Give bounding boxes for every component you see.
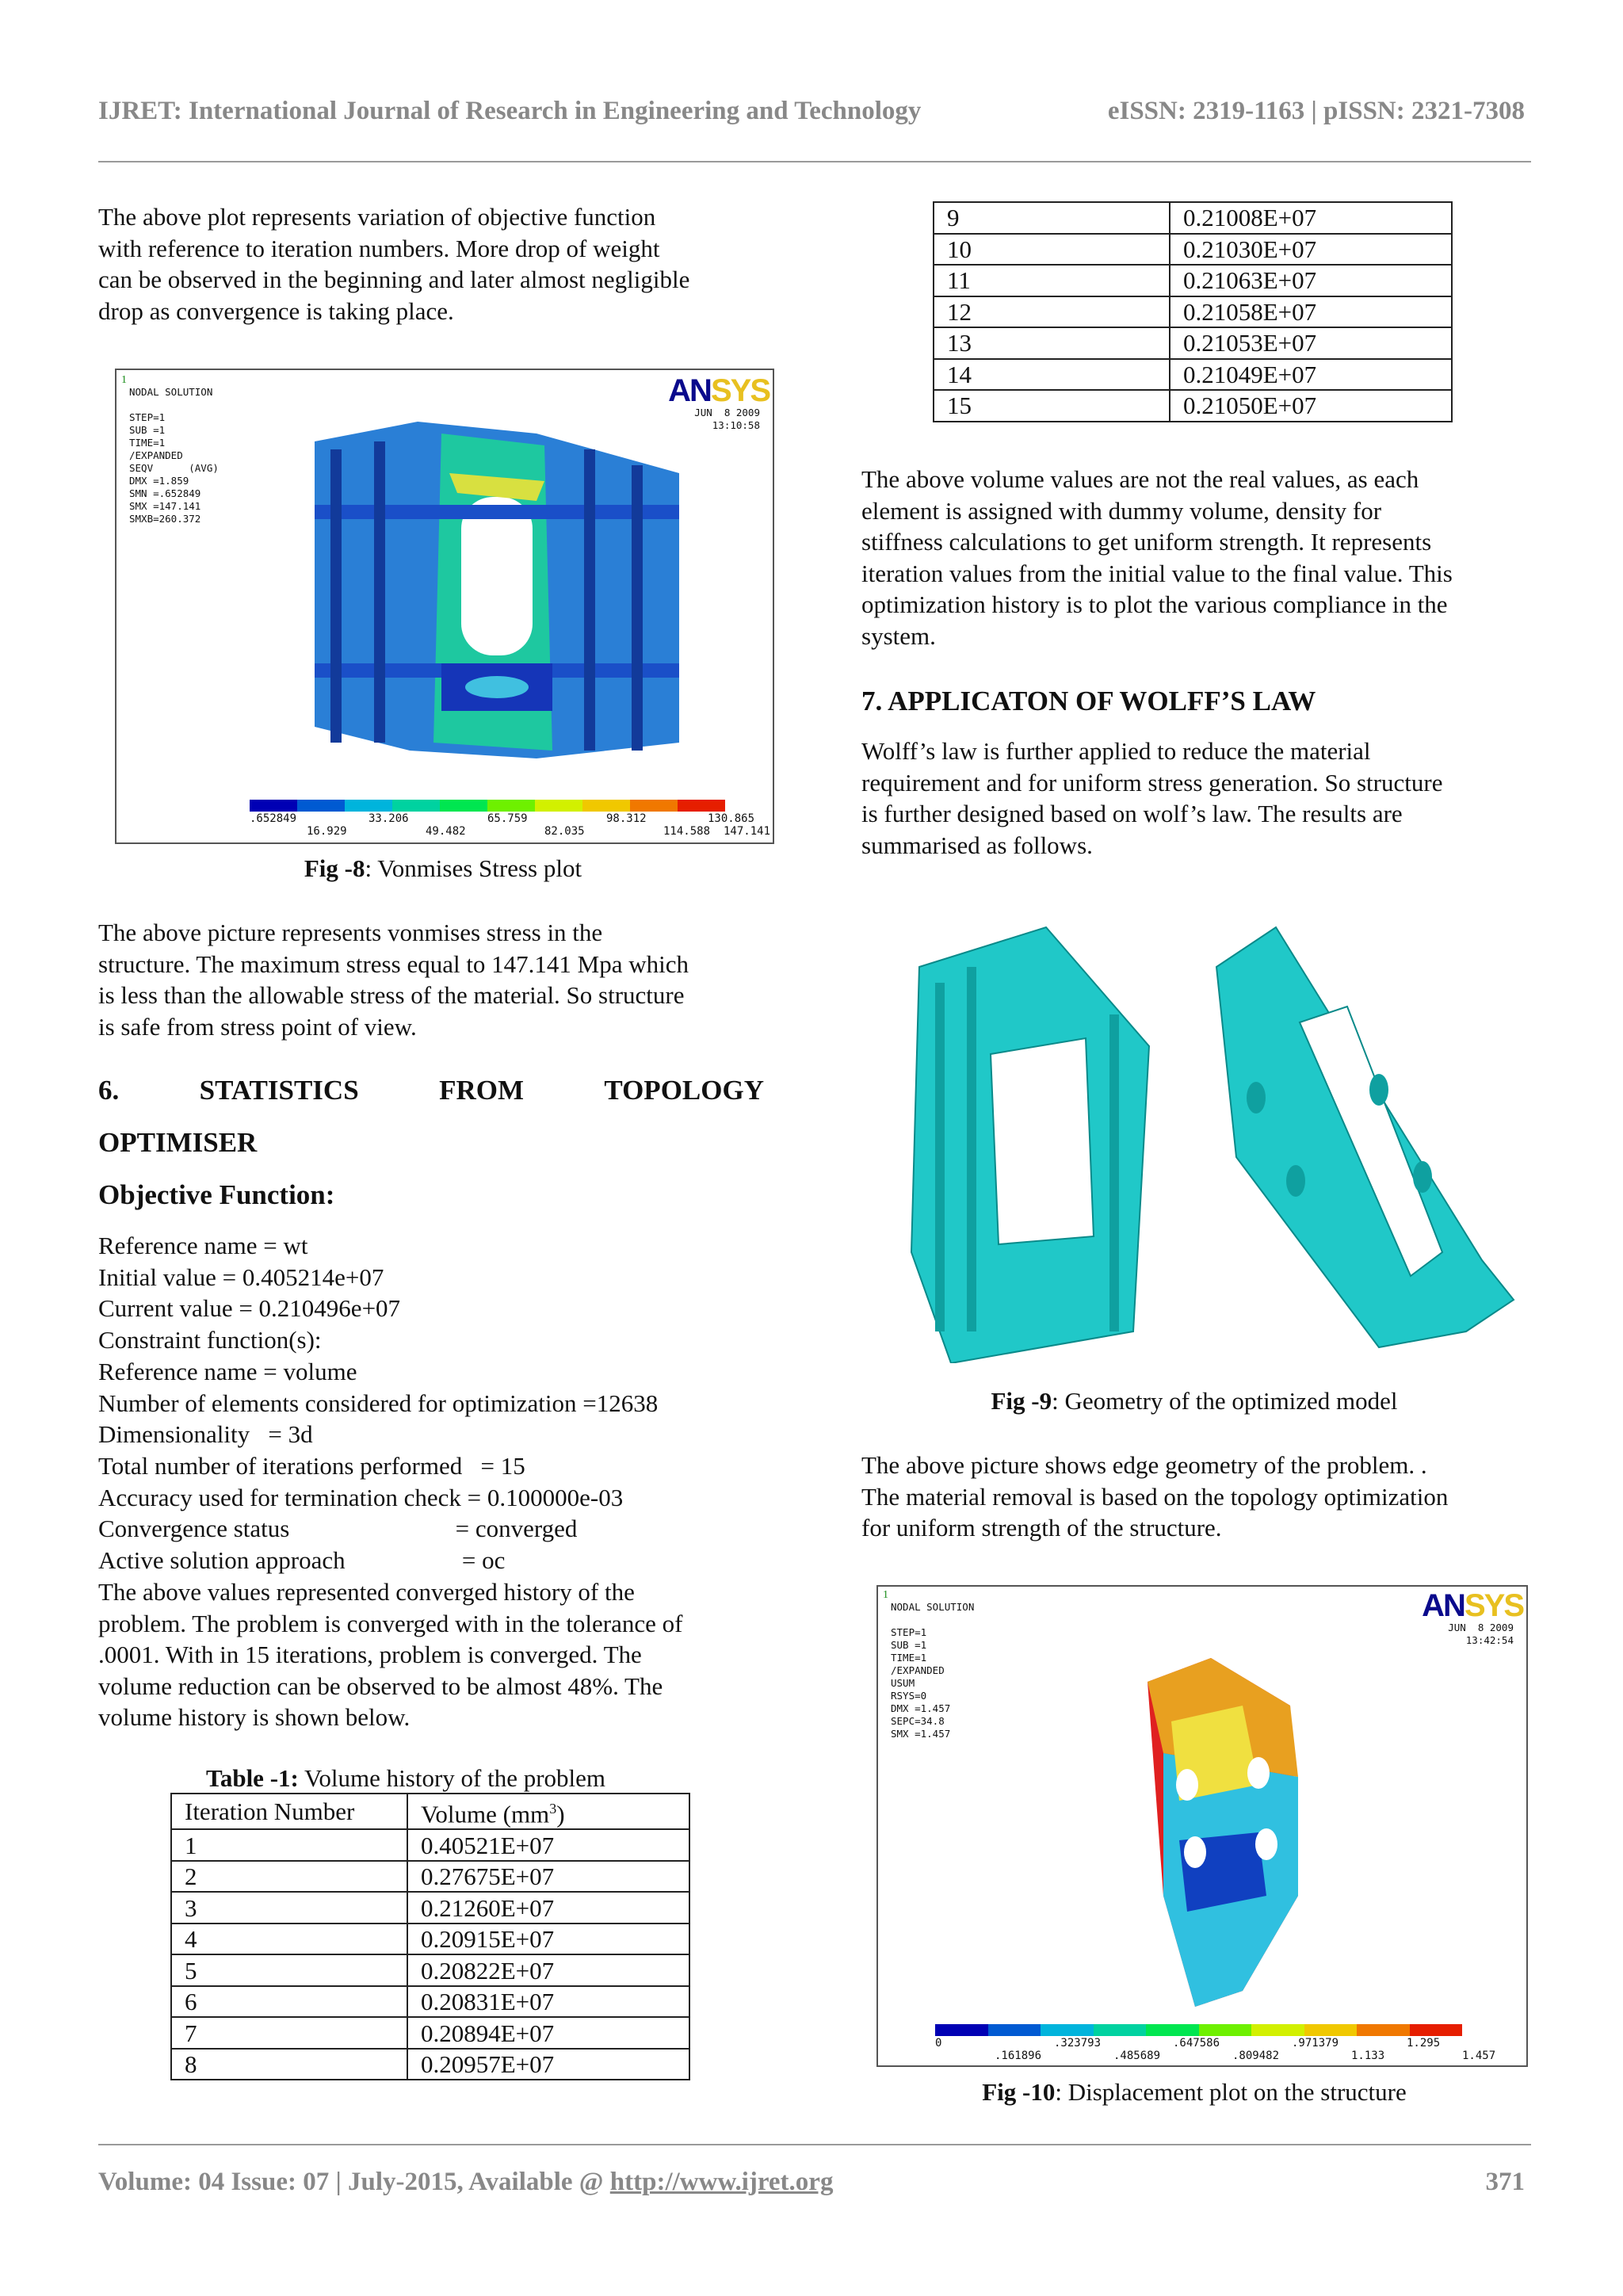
section-6-heading: 6. STATISTICS FROM TOPOLOGY bbox=[98, 1075, 764, 1106]
table-row: 10 0.21030E+07 bbox=[934, 234, 1452, 266]
page-number: 371 bbox=[1485, 2168, 1525, 2196]
journal-title: IJRET: International Journal of Research in Engineering and Technology bbox=[98, 97, 922, 125]
figure-8-vonmises-plot: 1 NODAL SOLUTION STEP=1 SUB =1 TIME=1 /EXPANDED SEQV (AVG) DMX =1.859 SMN =.652849 SMX =147.141 SMXB=260.372 ANSYS JUN 8 2009 13:10:58 .652849 33.206 65.759 98.312 130.865 16.929 49.482 82.035 114.588 147.141 bbox=[115, 369, 774, 844]
figure-9-optimized-geometry bbox=[903, 919, 1522, 1363]
footer-volume-info: Volume: 04 Issue: 07 | July-2015, Available @ http://www.ijret.org bbox=[98, 2168, 834, 2196]
table-row: 1 0.40521E+07 bbox=[171, 1829, 689, 1861]
left-paragraph-1: The above plot represents variation of objective function with reference to iteration numbers. More drop of weight can be observed in the beginning and later almost negligible drop as convergence is taking place. bbox=[98, 203, 690, 325]
fig10-color-legend bbox=[935, 2024, 1462, 2036]
footer-divider bbox=[98, 2144, 1531, 2145]
fig8-solution-info: NODAL SOLUTION STEP=1 SUB =1 TIME=1 /EXPANDED SEQV (AVG) DMX =1.859 SMN =.652849 SMX =147.141 SMXB=260.372 bbox=[129, 386, 219, 525]
optimizer-statistics: Reference name = wt Initial value = 0.405214e+07 Current value = 0.210496e+07 Constraint function(s): Reference name = volume Number of elements considered for optimization =12638 Dimensionality = 3d Total number of iterations performed = 15 Accuracy used for termination check = 0.100000e-03 Convergence status = converged Active solution approach = oc bbox=[98, 1232, 659, 1575]
fig8-timestamp: JUN 8 2009 13:10:58 bbox=[694, 407, 760, 431]
table-row: 6 0.20831E+07 bbox=[171, 1986, 689, 2018]
fig10-solution-info: NODAL SOLUTION STEP=1 SUB =1 TIME=1 /EXPANDED USUM RSYS=0 DMX =1.457 SEPC=34.8 SMX =1.457 bbox=[891, 1601, 975, 1740]
table-row: 5 0.20822E+07 bbox=[171, 1954, 689, 1986]
table-row: 9 0.21008E+07 bbox=[934, 202, 1452, 234]
figure-10-displacement-plot: 1 NODAL SOLUTION STEP=1 SUB =1 TIME=1 /EXPANDED USUM RSYS=0 DMX =1.457 SEPC=34.8 SMX =1.457 ANSYS JUN 8 2009 13:42:54 0 .323793 .647586 .971379 1.295 .161896 .485689 .809482 1.133 1.457 bbox=[876, 1585, 1528, 2067]
table-header-iteration: Iteration Number bbox=[171, 1794, 407, 1829]
vonmises-model-graphic bbox=[299, 402, 695, 774]
window-number: 1 bbox=[883, 1589, 888, 1601]
right-paragraph-2: Wolff’s law is further applied to reduce the material requirement and for uniform stress generation. So structure is further designed based on wolf’s law. The results are summarised as follows. bbox=[861, 737, 1443, 859]
section-6-heading-cont: OPTIMISER bbox=[98, 1127, 258, 1158]
table-1-caption: Table -1: Volume history of the problem bbox=[206, 1764, 606, 1792]
displacement-model-graphic bbox=[1100, 1658, 1338, 2007]
figure-9-caption: Fig -9: Geometry of the optimized model bbox=[991, 1387, 1398, 1415]
objective-function-heading: Objective Function: bbox=[98, 1179, 335, 1210]
journal-website-link[interactable]: http://www.ijret.org bbox=[609, 2168, 834, 2196]
figure-8-caption: Fig -8: Vonmises Stress plot bbox=[304, 854, 582, 882]
table-row: 12 0.21058E+07 bbox=[934, 296, 1452, 328]
table-row: 13 0.21053E+07 bbox=[934, 327, 1452, 359]
table-row: 14 0.21049E+07 bbox=[934, 359, 1452, 391]
figure-10-caption: Fig -10: Displacement plot on the structure bbox=[982, 2078, 1407, 2106]
table-header-row bbox=[171, 1794, 689, 1829]
issn-info: eISSN: 2319-1163 | pISSN: 2321-7308 bbox=[1107, 97, 1525, 125]
window-number: 1 bbox=[121, 374, 127, 386]
table-header-volume: Volume $(mm^3)$ bbox=[407, 1794, 689, 1829]
ansys-logo: ANSYS bbox=[1422, 1588, 1523, 1623]
fig8-color-legend bbox=[250, 800, 725, 812]
volume-history-table-continued bbox=[933, 201, 1453, 422]
fig10-timestamp: JUN 8 2009 13:42:54 bbox=[1448, 1622, 1514, 1646]
table-row: 3 0.21260E+07 bbox=[171, 1892, 689, 1924]
section-7-heading: 7. APPLICATON OF WOLFF’S LAW bbox=[861, 686, 1316, 716]
table-row: 4 0.20915E+07 bbox=[171, 1924, 689, 1955]
right-paragraph-1: The above volume values are not the real values, as each element is assigned with dummy volume, density for stiffness calculations to get uniform strength. It represents iteration values from the initial value to the final value. This optimization history is to plot the various compliance in the system. bbox=[861, 465, 1453, 650]
table-row: 7 0.20894E+07 bbox=[171, 2017, 689, 2049]
table-row: 2 0.27675E+07 bbox=[171, 1861, 689, 1893]
right-paragraph-3: The above picture shows edge geometry of the problem. . The material removal is based on the topology optimization for uniform strength of the structure. bbox=[861, 1451, 1449, 1541]
table-row: 8 0.20957E+07 bbox=[171, 2049, 689, 2080]
left-paragraph-3: The above values represented converged history of the problem. The problem is converged with in the tolerance of .0001. With in 15 iterations, problem is converged. The volume reduction can be observed to be almost 48%. The volume history is shown below. bbox=[98, 1578, 683, 1731]
volume-history-table bbox=[170, 1793, 690, 2080]
table-row: 15 0.21050E+07 bbox=[934, 390, 1452, 422]
ansys-logo: ANSYS bbox=[668, 373, 769, 408]
left-paragraph-2: The above picture represents vonmises stress in the structure. The maximum stress equal to 147.141 Mpa which is less than the allowable stress of the material. So structure is safe from stress point of view. bbox=[98, 919, 689, 1041]
table-row: 11 0.21063E+07 bbox=[934, 265, 1452, 296]
header-divider bbox=[98, 161, 1531, 162]
